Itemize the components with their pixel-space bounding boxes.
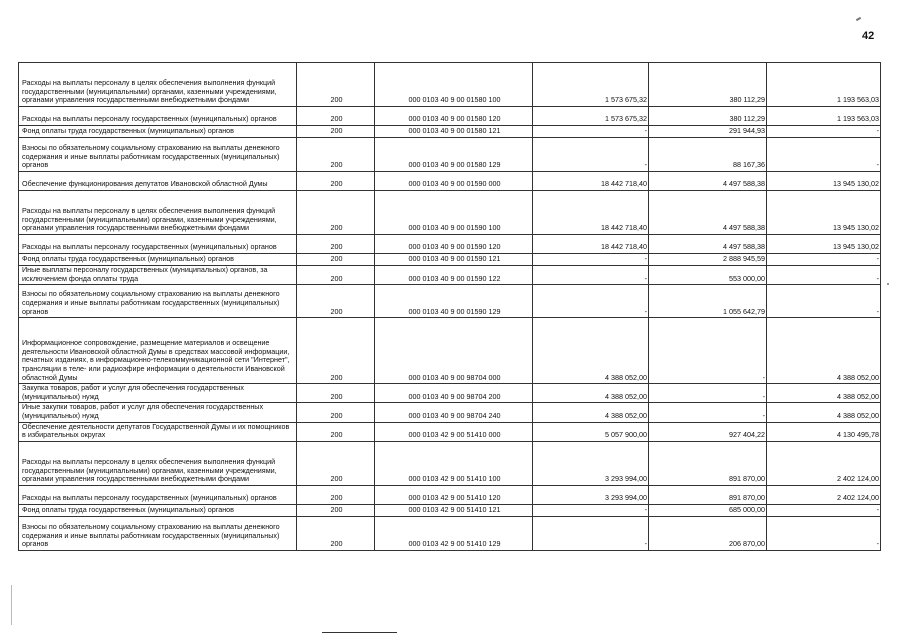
row-remaining: - [767,516,881,550]
row-executed: 380 112,29 [649,107,767,126]
table-row [19,441,881,485]
row-executed: - [649,384,767,403]
row-budget-code: 000 0103 40 9 00 01580 129 [375,138,533,172]
row-executed: 380 112,29 [649,63,767,107]
row-budget-code: 000 0103 40 9 00 01590 129 [375,285,533,318]
row-remaining: 13 945 130,02 [767,172,881,191]
row-line-code: 200 [297,138,375,172]
row-approved: - [533,516,649,550]
table-row [19,172,881,191]
row-remaining: - [767,254,881,266]
row-executed: 291 944,93 [649,126,767,138]
row-budget-code: 000 0103 42 9 00 51410 000 [375,422,533,441]
row-executed: 206 870,00 [649,516,767,550]
row-executed: 685 000,00 [649,504,767,516]
table-row [19,138,881,172]
row-remaining: 4 388 052,00 [767,318,881,384]
row-line-code: 200 [297,403,375,422]
table-row [19,126,881,138]
row-remaining: - [767,285,881,318]
row-line-code: 200 [297,126,375,138]
row-line-code: 200 [297,485,375,504]
row-line-code: 200 [297,235,375,254]
row-remaining: 13 945 130,02 [767,235,881,254]
table-row [19,504,881,516]
row-remaining: 4 388 052,00 [767,384,881,403]
scan-edge [11,585,12,625]
row-line-code: 200 [297,172,375,191]
table-row [19,384,881,403]
row-name: Расходы на выплаты персоналу в целях обеспечения выполнения функций государственными (муниципальными) органами, казенными учреждениями, органами управления государственными внебюджетными фондами [19,441,297,485]
row-name: Расходы на выплаты персоналу государственных (муниципальных) органов [19,107,297,126]
row-line-code: 200 [297,191,375,235]
row-name: Расходы на выплаты персоналу государственных (муниципальных) органов [19,485,297,504]
table-row [19,191,881,235]
row-approved: 18 442 718,40 [533,235,649,254]
row-budget-code: 000 0103 40 9 00 01580 121 [375,126,533,138]
row-approved: 1 573 675,32 [533,63,649,107]
row-approved: 4 388 052,00 [533,403,649,422]
row-approved: 18 442 718,40 [533,172,649,191]
row-remaining: 4 130 495,78 [767,422,881,441]
row-approved: 4 388 052,00 [533,318,649,384]
row-budget-code: 000 0103 40 9 00 98704 200 [375,384,533,403]
table-row [19,403,881,422]
row-budget-code: 000 0103 40 9 00 98704 240 [375,403,533,422]
table-row [19,107,881,126]
row-approved: - [533,126,649,138]
row-budget-code: 000 0103 40 9 00 98704 000 [375,318,533,384]
table-row [19,318,881,384]
table-row [19,422,881,441]
row-executed: 1 055 642,79 [649,285,767,318]
row-line-code: 200 [297,63,375,107]
row-approved: 4 388 052,00 [533,384,649,403]
row-approved: - [533,138,649,172]
row-budget-code: 000 0103 40 9 00 01590 000 [375,172,533,191]
row-approved: 18 442 718,40 [533,191,649,235]
row-remaining: 1 193 563,03 [767,107,881,126]
row-remaining: - [767,266,881,285]
row-remaining: - [767,126,881,138]
row-budget-code: 000 0103 42 9 00 51410 121 [375,504,533,516]
row-approved: 5 057 900,00 [533,422,649,441]
table-row [19,285,881,318]
row-approved: - [533,254,649,266]
footer-rule [322,632,397,633]
row-executed: - [649,403,767,422]
scan-mark [856,17,861,21]
row-executed: 4 497 588,38 [649,235,767,254]
budget-table-body [19,63,881,551]
row-budget-code: 000 0103 40 9 00 01580 120 [375,107,533,126]
row-budget-code: 000 0103 40 9 00 01580 100 [375,63,533,107]
row-executed: 4 497 588,38 [649,191,767,235]
row-line-code: 200 [297,254,375,266]
row-budget-code: 000 0103 40 9 00 01590 120 [375,235,533,254]
budget-table [18,62,881,551]
row-line-code: 200 [297,441,375,485]
row-line-code: 200 [297,107,375,126]
table-row [19,235,881,254]
row-line-code: 200 [297,266,375,285]
row-remaining: 2 402 124,00 [767,441,881,485]
row-approved: - [533,285,649,318]
row-budget-code: 000 0103 42 9 00 51410 100 [375,441,533,485]
row-remaining: 13 945 130,02 [767,191,881,235]
row-name: Закупка товаров, работ и услуг для обеспечения государственных (муниципальных) нужд [19,384,297,403]
row-name: Обеспечение деятельности депутатов Государственной Думы и их помощников в избирательных округах [19,422,297,441]
row-line-code: 200 [297,504,375,516]
row-name: Расходы на выплаты персоналу в целях обеспечения выполнения функций государственными (муниципальными) органами, казенными учреждениями, органами управления государственными внебюджетными фондами [19,63,297,107]
row-budget-code: 000 0103 40 9 00 01590 100 [375,191,533,235]
row-executed: 927 404,22 [649,422,767,441]
row-line-code: 200 [297,384,375,403]
row-remaining: 1 193 563,03 [767,63,881,107]
row-line-code: 200 [297,516,375,550]
row-name: Взносы по обязательному социальному страхованию на выплаты денежного содержания и иные выплаты работникам государственных (муниципальных) органов [19,516,297,550]
row-name: Расходы на выплаты персоналу государственных (муниципальных) органов [19,235,297,254]
row-executed: - [649,318,767,384]
row-approved: 1 573 675,32 [533,107,649,126]
row-name: Фонд оплаты труда государственных (муниципальных) органов [19,126,297,138]
row-name: Иные выплаты персоналу государственных (муниципальных) органов, за исключением фонда оплаты труда [19,266,297,285]
scan-dot [887,283,889,285]
row-executed: 4 497 588,38 [649,172,767,191]
row-name: Взносы по обязательному социальному страхованию на выплаты денежного содержания и иные выплаты работникам государственных (муниципальных) органов [19,285,297,318]
row-budget-code: 000 0103 40 9 00 01590 121 [375,254,533,266]
page-number: 42 [862,30,875,42]
row-budget-code: 000 0103 42 9 00 51410 120 [375,485,533,504]
row-line-code: 200 [297,422,375,441]
row-executed: 88 167,36 [649,138,767,172]
row-name: Иные закупки товаров, работ и услуг для обеспечения государственных (муниципальных) нужд [19,403,297,422]
row-remaining: 4 388 052,00 [767,403,881,422]
row-executed: 2 888 945,59 [649,254,767,266]
row-remaining: - [767,138,881,172]
row-remaining: 2 402 124,00 [767,485,881,504]
table-row [19,254,881,266]
table-row [19,266,881,285]
row-budget-code: 000 0103 42 9 00 51410 129 [375,516,533,550]
row-name: Фонд оплаты труда государственных (муниципальных) органов [19,254,297,266]
row-line-code: 200 [297,318,375,384]
row-executed: 891 870,00 [649,485,767,504]
row-line-code: 200 [297,285,375,318]
row-budget-code: 000 0103 40 9 00 01590 122 [375,266,533,285]
row-name: Расходы на выплаты персоналу в целях обеспечения выполнения функций государственными (муниципальными) органами, казенными учреждениями, органами управления государственными внебюджетными фондами [19,191,297,235]
row-executed: 553 000,00 [649,266,767,285]
row-approved: - [533,504,649,516]
row-remaining: - [767,504,881,516]
row-name: Информационное сопровождение, размещение материалов и освещение деятельности Ивановской областной Думы в средствах массовой информации, печатных изданиях, в информационно-телекоммуникационной сети "Интернет", трансляции в теле- или радиоэфире информации о деятельности Ивановской областной Думы [19,318,297,384]
row-approved: - [533,266,649,285]
row-executed: 891 870,00 [649,441,767,485]
row-name: Взносы по обязательному социальному страхованию на выплаты денежного содержания и иные выплаты работникам государственных (муниципальных) органов [19,138,297,172]
table-row [19,63,881,107]
table-row [19,516,881,550]
row-name: Обеспечение функционирования депутатов Ивановской областной Думы [19,172,297,191]
row-name: Фонд оплаты труда государственных (муниципальных) органов [19,504,297,516]
row-approved: 3 293 994,00 [533,441,649,485]
table-row [19,485,881,504]
row-approved: 3 293 994,00 [533,485,649,504]
